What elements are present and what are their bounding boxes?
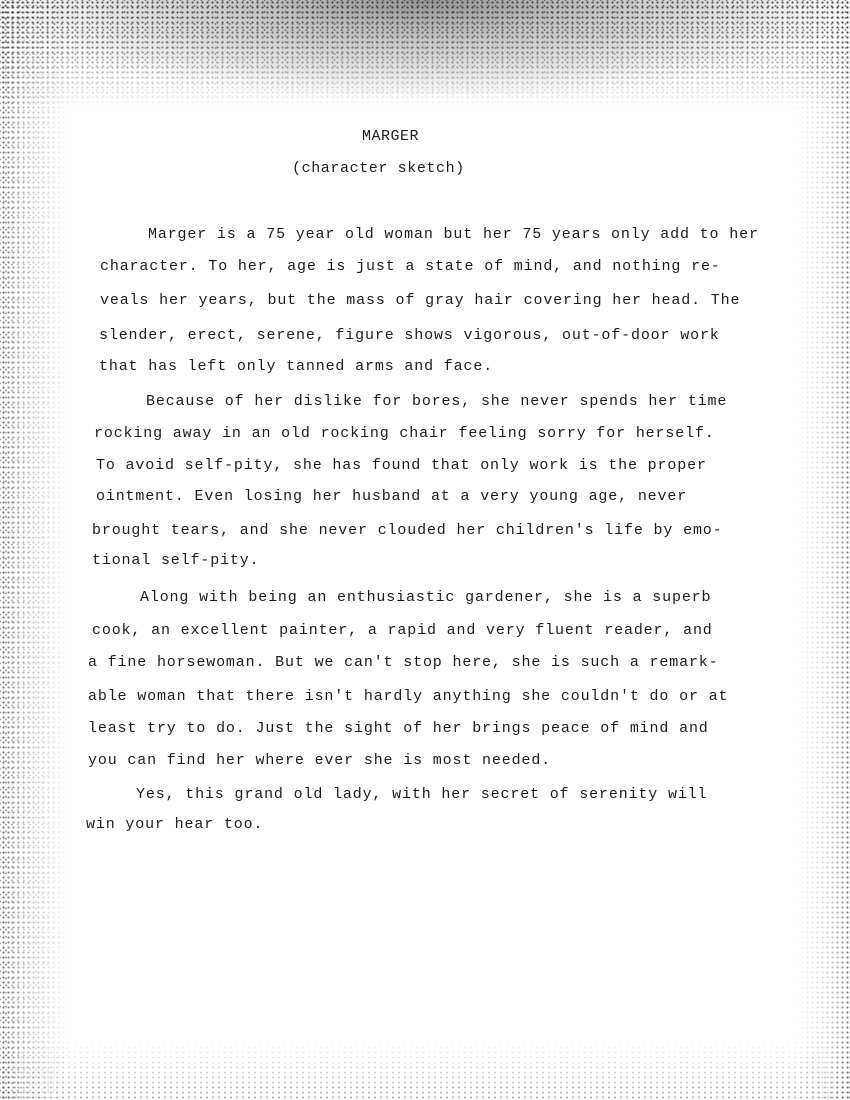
scan-noise-top	[0, 0, 850, 110]
body-line: Because of her dislike for bores, she never spends her time	[146, 393, 728, 410]
body-line: cook, an excellent painter, a rapid and very fluent reader, and	[92, 622, 713, 639]
body-line: able woman that there isn't hardly anything she couldn't do or at	[88, 688, 729, 705]
body-line: brought tears, and she never clouded her children's life by emo-	[92, 522, 723, 539]
body-line: you can find her where ever she is most needed.	[88, 752, 552, 769]
document-title: MARGER	[362, 128, 420, 145]
body-line: tional self-pity.	[92, 552, 260, 569]
body-line: a fine horsewoman. But we can't stop here, she is such a remark-	[88, 654, 719, 671]
body-line: that has left only tanned arms and face.	[99, 358, 494, 375]
scan-noise-right	[795, 0, 850, 1100]
body-line: To avoid self-pity, she has found that only work is the proper	[96, 457, 707, 474]
body-line: Yes, this grand old lady, with her secret of serenity will	[136, 786, 708, 803]
scan-noise-bottom	[0, 1040, 850, 1100]
body-line: character. To her, age is just a state of mind, and nothing re-	[100, 258, 721, 275]
body-line: veals her years, but the mass of gray hair covering her head. The	[100, 292, 741, 309]
scan-noise-left	[0, 0, 70, 1100]
body-line: win your hear too.	[86, 816, 264, 833]
body-line: least try to do. Just the sight of her brings peace of mind and	[88, 720, 709, 737]
body-line: slender, erect, serene, figure shows vigorous, out-of-door work	[99, 327, 720, 344]
body-line: Along with being an enthusiastic gardener, she is a superb	[140, 589, 712, 606]
body-line: rocking away in an old rocking chair feeling sorry for herself.	[94, 425, 715, 442]
body-line: Marger is a 75 year old woman but her 75 years only add to her	[148, 226, 759, 243]
body-line: ointment. Even losing her husband at a very young age, never	[96, 488, 688, 505]
document-subtitle: (character sketch)	[292, 160, 465, 177]
